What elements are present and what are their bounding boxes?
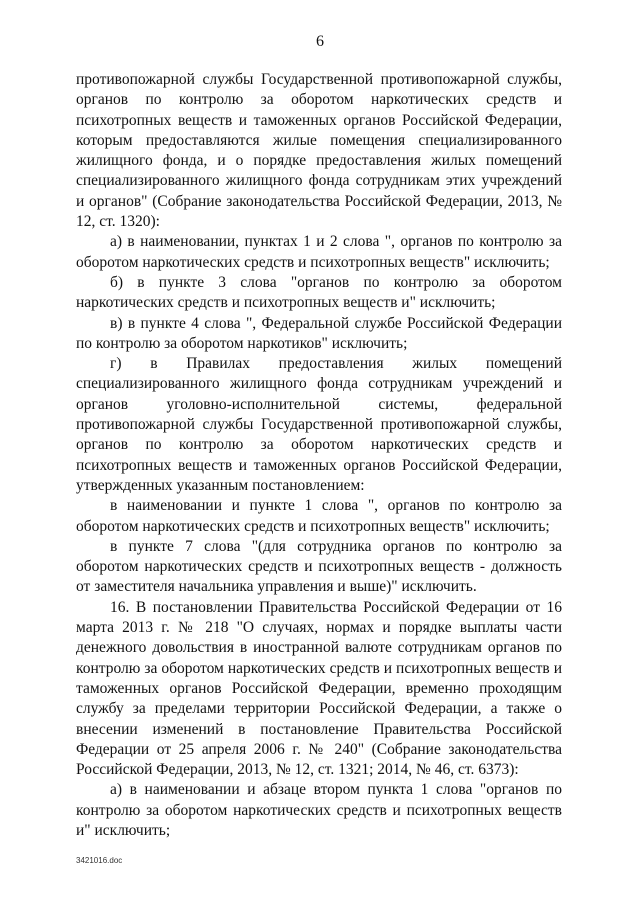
paragraph: г) в Правилах предоставления жилых помещений специализированного жилищного фонда сотрудникам учреждений и органов уголовно-исполнительной системы, федеральной противопожарной службы Государственной противопожарной службы, органов по контролю за оборотом наркотических средств и психотропных веществ и таможенных органов Российской Федерации, утвержденных указанным постановлением: [76, 355, 562, 494]
paragraph: противопожарной службы Государственной противопожарной службы, органов по контролю за оборотом наркотических средств и психотропных веществ и таможенных органов Российской Федерации, которым предоставляются жилые помещения специализированного жилищного фонда, и о порядке предоставления жилых помещений специализированного жилищного фонда сотрудникам этих учреждений и органов" (Собрание законодательства Российской Федерации, 2013, № 12, ст. 1320): [76, 71, 562, 231]
paragraph: 16. В постановлении Правительства Российской Федерации от 16 марта 2013 г. № 218 "О случаях, нормах и порядке выплаты части денежного довольствия в иностранной валюте сотрудникам органов по контролю за оборотом наркотических средств и психотропных веществ и таможенных органов Российской Федерации, временно проходящим службу за пределами территории Российской Федерации, а также о внесении изменений в постановление Правительства Российской Федерации от 25 апреля 2006 г. № 240" (Собрание законодательства Российской Федерации, 2013, № 12, ст. 1321; 2014, № 46, ст. 6373): [76, 598, 562, 779]
paragraph: б) в пункте 3 слова "органов по контролю за оборотом наркотических средств и психотропных веществ и" исключить; [76, 273, 562, 312]
paragraph: а) в наименовании и абзаце втором пункта 1 слова "органов по контролю за оборотом наркотических средств и психотропных веществ и" исключить; [76, 781, 562, 839]
file-name-footer: 3421016.doc [76, 856, 123, 865]
paragraph: а) в наименовании, пунктах 1 и 2 слова ", органов по контролю за оборотом наркотических средств и психотропных веществ" исключить; [76, 233, 562, 271]
page-number: 6 [316, 33, 324, 50]
document-body [76, 70, 562, 841]
paragraph: в наименовании и пункте 1 слова ", органов по контролю за оборотом наркотических средств и психотропных веществ" исключить; [76, 497, 562, 535]
paragraph: в) в пункте 4 слова ", Федеральной службе Российской Федерации по контролю за оборотом наркотиков" исключить; [76, 314, 562, 352]
paragraph: в пункте 7 слова "(для сотрудника органов по контролю за оборотом наркотических средств и психотропных веществ - должность от заместителя начальника управления и выше)" исключить. [76, 537, 562, 596]
